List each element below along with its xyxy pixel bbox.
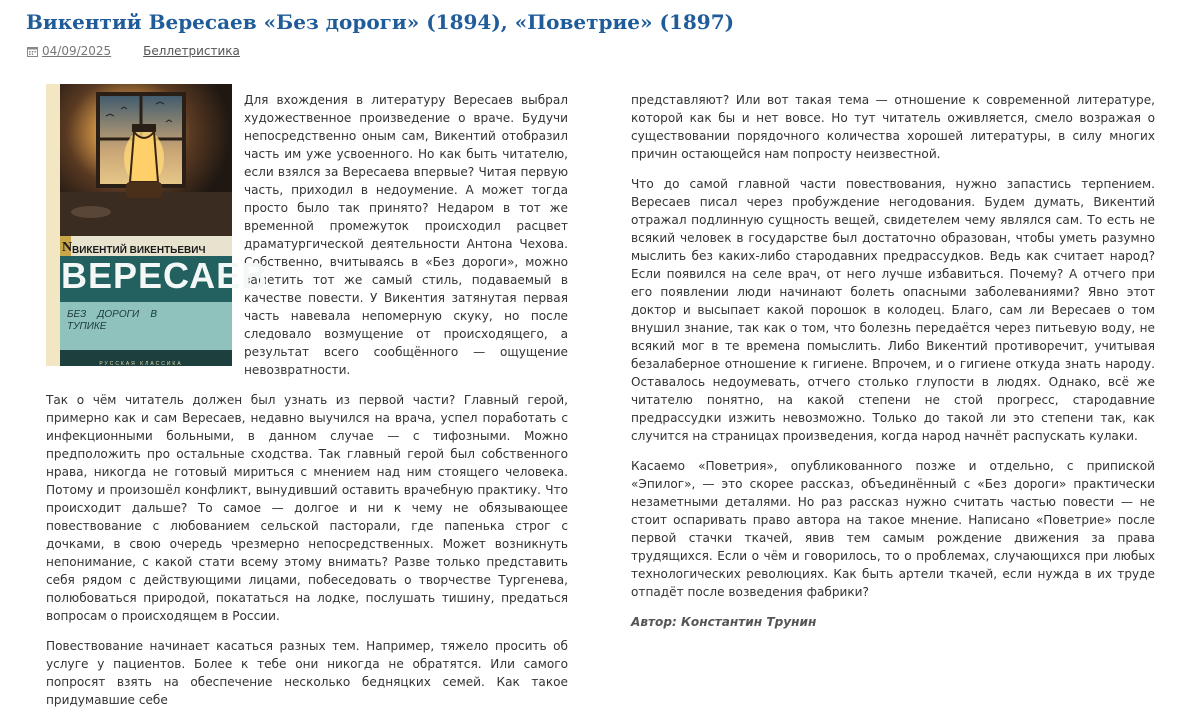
paragraph: Касаемо «Поветрия», опубликованного позже и отдельно, с припиской «Эпилог», — это скорее рассказ, объединённый с «Без дороги» практически незаметными деталями. Но раз рассказ нужно считать частью повести — не стоит оспаривать право автора на такое мнение. Написано «Поветрие» после первой стачки ткачей, явив тем самым рождение движения за права трудящихся. Если о чём и говорилось, то о проблемах, случающихся при любых технологических революциях. Как быть артели ткачей, если нужда в их труде отпадёт после возведения фабрики? [631,459,1155,599]
paragraph: представляют? Или вот такая тема — отношение к современной литературе, которой как бы и нет вовсе. Но тут читатель оживляется, смело возражая о существовании порядочного количества хорошей литературы, в силу многих причин остающейся нам попросту неизвестной. [631,93,1155,161]
post-meta [27,44,240,58]
article-column-left [46,91,568,721]
cover-author-big: ВЕРЕСАЕВ [61,255,269,296]
post-date-link[interactable]: 04/09/2025 [42,44,112,58]
cover-author-small: ВИКЕНТИЙ ВИКЕНТЬЕВИЧ [72,245,206,256]
svg-text:N: N [62,240,73,255]
article-column-right [631,91,1155,643]
paragraph: Так о чём читатель должен был узнать из первой части? Главный герой, примерно как и сам Вересаев, недавно выучился на врача, успел поработать с инфекционными больными, в данном случае — с тифозными. Можно предположить про остальные сходства. Так главный герой был собственного нрава, никогда не готовый мириться с мнением над ним стоящего человека. Потому и произошёл конфликт, вынудивший оставить врачебную практику. Что происходит дальше? То самое — долгое и ни к чему не обязывающее повествование с любованием сельской пасторали, где папенька строг с дочками, в свою очередь чрезмерно непосредственных. Может возникнуть непонимание, с какой стати всему этому внимать? Разве только представить себя рядом с действующими лицами, побеседовать о творчестве Тургенева, полюбоваться природой, покататься на лодке, послушать тишину, предаться вопросам о происходящем в России. [46,393,568,623]
author-signature: Автор: Константин Трунин [631,615,817,629]
paragraph: Что до самой главной части повествования, нужно запастись терпением. Вересаев писал через пробуждение негодования. Будем думать, Викентий отражал подлинную сущность вещей, свидетелем чему являлся сам. То есть не всякий человек в государстве был достаточно образован, чтобы уметь разумно мыслить без каких-либо стародавних предрассудков. Ведь как считает народ? Если появился на селе врач, от него лучше избавиться. Почему? А отчего при его появлении люди начинают болеть опасными заболеваниями? Явно этот доктор и высыпает какой порошок в колодец. Благо, сам ли Вересаев о том внушил знание, так как о том, что болезнь передаётся через питьевую воду, не всякий мог в те времена помыслить. Либо Викентий противоречит, учитывая безалаберное отношение к гигиене. Впрочем, и о гигиене откуда знать народу. Оставалось недоумевать, отчего столько глупости в людях. Однако, всё же читателю понятно, на какой степени не стой прогресс, стародавние предрассудки изжить невозможно. Только до такой ли это степени так, как случится на страницах произведения, когда народ начнёт распускать кулаки. [631,177,1155,443]
category-link[interactable]: Беллетристика [143,44,240,58]
cover-work-title: БЕЗ ДОРОГИ В ТУПИКЕ [67,309,157,332]
page-title: Викентий Вересаев «Без дороги» (1894), «Поветрие» (1897) [26,10,735,34]
cover-series: РУССКАЯ КЛАССИКА [99,361,183,367]
book-cover [46,84,269,367]
paragraph: Повествование начинает касаться разных тем. Например, тяжело просить об услуге у пациентов. Более к тебе они никогда не обратятся. Или самого попросят взять на обеспечение несколько бедняцких семей. Как такое придумавшие себе [46,639,568,707]
calendar-icon [27,46,38,57]
paragraph: Для вхождения в литературу Вересаев выбрал художественное произведение о враче. Будучи непосредственно оным сам, Викентий отобразил часть им уже усвоенного. Но как быть читателю, если взялся за Вересаева впервые? Читая первую часть, приходил в недоумение. А может тогда просто было так принято? Недаром в тот же временной промежуток происходил расцвет драматургической деятельности Антона Чехова. Собственно, вчитываясь в «Без дороги», можно заметить тот же самый стиль, подаваемый в качестве повести. У Викентия затянутая первая часть навевала непомерную скуку, но после следовало возмущение от происходящего, а результат всего сообщённого — ощущение невозвратности. [244,93,568,377]
